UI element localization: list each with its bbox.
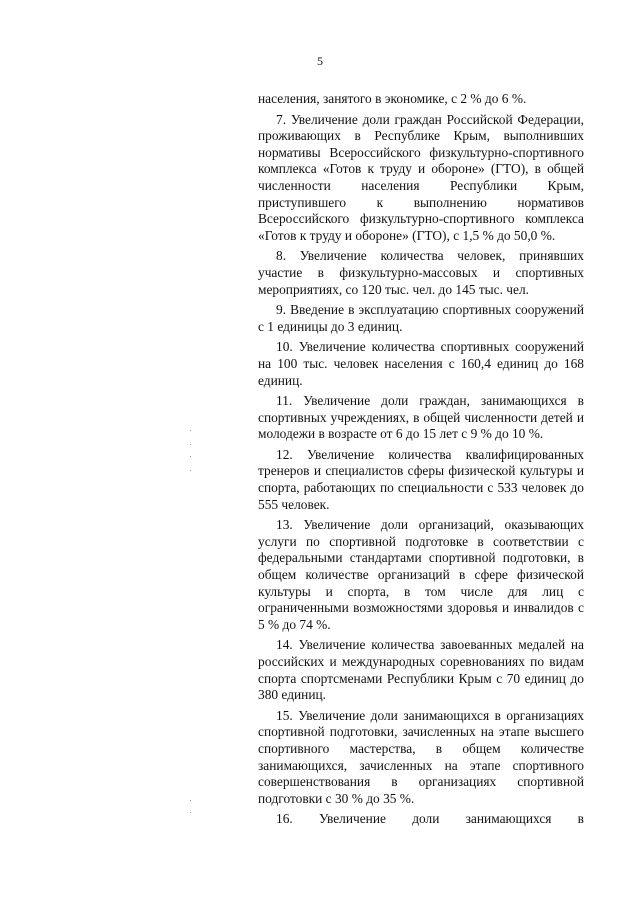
paragraph-item-12: 12. Увеличение количества квалифицированных тренеров и специалистов сферы физической культуры и спорта, работающих по специальности с 533 человек до 555 человек. (258, 446, 584, 512)
paragraph-item-7: 7. Увеличение доли граждан Российской Федерации, проживающих в Республике Крым, выполнивших нормативы Всероссийского физкультурно-спортивного комплекса «Готов к труду и обороне» (ГТО), в общей численности населения Республики Крым, приступившего к выполнению нормативов Всероссийского физкультурно-спортивного комплекса «Готов к труду и обороне» (ГТО), с 1,5 % до 50,0 %. (258, 111, 584, 243)
paragraph-item-11: 11. Увеличение доли граждан, занимающихся в спортивных учреждениях, в общей численности детей и молодежи в возрасте от 6 до 15 лет с 9 % до 10 %. (258, 393, 584, 442)
page-number: 5 (317, 54, 323, 68)
paragraph-item-8: 8. Увеличение количества человек, принявших участие в физкультурно-массовых и спортивных мероприятиях, со 120 тыс. чел. до 145 тыс. чел. (258, 248, 584, 297)
margin-scan-marks (190, 430, 191, 830)
paragraph-item-9: 9. Введение в эксплуатацию спортивных сооружений с 1 единицы до 3 единиц. (258, 302, 584, 334)
paragraph-item-16: 16. Увеличение доли занимающихся в (276, 811, 584, 827)
document-body (258, 91, 584, 832)
paragraph-continuation: населения, занятого в экономике, с 2 % до 6 %. (258, 91, 527, 106)
paragraph-item-15: 15. Увеличение доли занимающихся в организациях спортивной подготовки, зачисленных на этапе высшего спортивного мастерства, в общем количестве занимающихся, зачисленных на этапе спортивного совершенствования в организациях спортивной подготовки с 30 % до 35 %. (258, 707, 584, 806)
paragraph-item-14: 14. Увеличение количества завоеванных медалей на российских и международных соревнованиях по видам спорта спортсменами Республики Крым с 70 единиц до 380 единиц. (258, 637, 584, 703)
paragraph-item-13: 13. Увеличение доли организаций, оказывающих услуги по спортивной подготовке в соответствии с федеральными стандартами спортивной подготовки, в общем количестве организаций в сфере физической культуры и спорта, в том числе для лиц с ограниченными возможностями здоровья и инвалидов с 5 % до 74 %. (258, 517, 584, 632)
paragraph-item-10: 10. Увеличение количества спортивных сооружений на 100 тыс. человек населения с 160,4 единиц до 168 единиц. (258, 339, 584, 388)
